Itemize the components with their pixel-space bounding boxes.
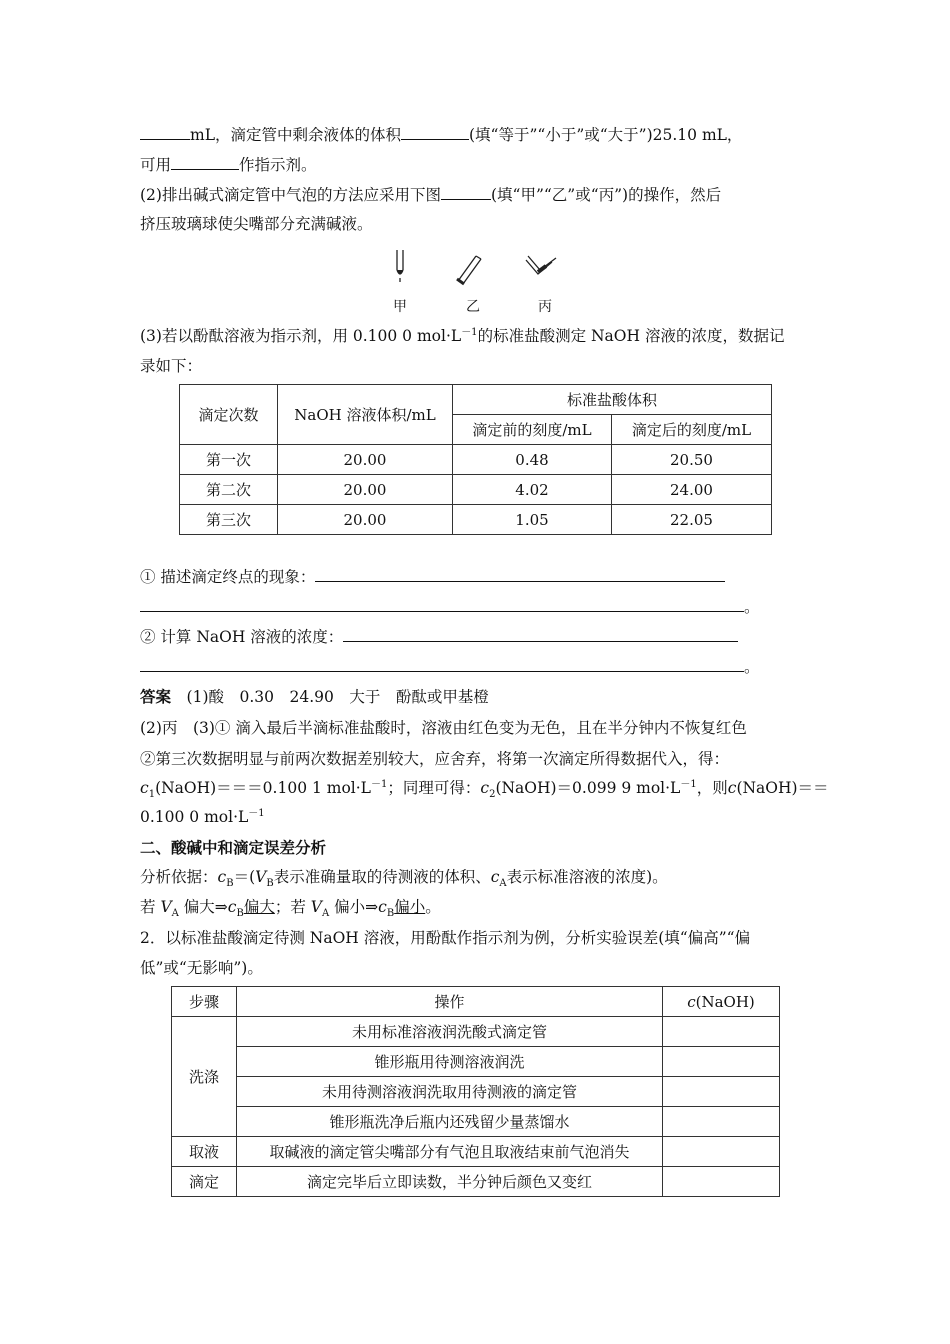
header-step: 步骤 bbox=[172, 987, 237, 1017]
figure-label-jia: 甲 bbox=[393, 299, 407, 315]
sub-question-2: ② 计算 NaOH 溶液的浓度： bbox=[140, 625, 738, 648]
table-row: 洗涤 未用标准溶液润洗酸式滴定管 bbox=[172, 1017, 780, 1047]
titration-data-table bbox=[179, 384, 772, 535]
table-row: 滴定 滴定完毕后立即读数，半分钟后颜色又变红 bbox=[172, 1167, 780, 1197]
header-operation: 操作 bbox=[237, 987, 663, 1017]
table-row: 取液 取碱液的滴定管尖嘴部分有气泡且取液结束前气泡消失 bbox=[172, 1137, 780, 1167]
step-take: 取液 bbox=[172, 1137, 237, 1167]
question-2-line2: 低”或“无影响”)。 bbox=[140, 959, 263, 977]
answer-cell[interactable] bbox=[663, 1047, 780, 1077]
answer-blank bbox=[343, 625, 738, 642]
answer-blank bbox=[140, 595, 744, 612]
q1-line1: mL，滴定管中剩余液体的体积 (填“等于”“小于”或“大于”)25.10 mL， bbox=[140, 123, 742, 146]
q2-line1: (2)排出碱式滴定管中气泡的方法应采用下图 (填“甲”“乙”或“丙”)的操作，然后 bbox=[140, 183, 721, 206]
answer-blank bbox=[315, 565, 725, 582]
sub-question-1: ① 描述滴定终点的现象： bbox=[140, 565, 725, 588]
answer-cell[interactable] bbox=[663, 1107, 780, 1137]
table-row: 锥形瓶用待测溶液润洗 bbox=[172, 1047, 780, 1077]
answer-line-1: 答案 (1)酸 0.30 24.90 大于 酚酞或甲基橙 bbox=[140, 688, 489, 706]
answer-blank bbox=[401, 123, 469, 140]
header-times: 滴定次数 bbox=[180, 385, 278, 445]
answer-blank bbox=[171, 153, 239, 170]
header-c-naoh: c(NaOH) bbox=[663, 987, 780, 1017]
answer-blank bbox=[441, 183, 491, 200]
burette-figure bbox=[380, 248, 570, 300]
q2-line2: 挤压玻璃球使尖嘴部分充满碱液。 bbox=[140, 215, 373, 233]
header-hcl-volume: 标准盐酸体积 bbox=[453, 385, 772, 415]
figure-label-yi: 乙 bbox=[466, 299, 480, 315]
answer-line-3: ②第三次数据明显与前两次数据差别较大，应舍弃，将第一次滴定所得数据代入，得： bbox=[140, 750, 730, 768]
step-titrate: 滴定 bbox=[172, 1167, 237, 1197]
answer-label: 答案 bbox=[140, 688, 172, 706]
answer-cell[interactable] bbox=[663, 1137, 780, 1167]
figure-label-bing: 丙 bbox=[538, 299, 552, 315]
answer-cell[interactable] bbox=[663, 1167, 780, 1197]
answer-line-4: $c_1(NaOH)===0.100$ 1 $mol\cdot L^{-1}$；同理可得：$c_2(NaOH)=0.099$ 9 $mol\cdot L^{-1}$，则c(NaOH)＝＝ bbox=[140, 778, 829, 801]
table-row: 第三次 20.00 1.05 22.05 bbox=[180, 505, 772, 535]
answer-line-2: (2)丙 (3)① 滴入最后半滴标准盐酸时，溶液由红色变为无色，且在半分钟内不恢复红色 bbox=[140, 719, 747, 737]
answer-cell[interactable] bbox=[663, 1077, 780, 1107]
analysis-rule: 若 $V_A$ 偏大$\Rightarrow c_B$偏大；若 $V_A$ 偏小$\Rightarrow c_B$偏小。 bbox=[140, 898, 441, 920]
section-title: 二、酸碱中和滴定误差分析 bbox=[140, 839, 327, 857]
burette-yi-icon bbox=[457, 256, 481, 284]
error-analysis-table bbox=[171, 986, 780, 1197]
burette-bing-icon bbox=[526, 256, 556, 274]
header-before: 滴定前的刻度/mL bbox=[453, 415, 612, 445]
answer-blank bbox=[140, 123, 190, 140]
table-row: 锥形瓶洗净后瓶内还残留少量蒸馏水 bbox=[172, 1107, 780, 1137]
table-row: 第二次 20.00 4.02 24.00 bbox=[180, 475, 772, 505]
table-row: 未用待测溶液润洗取用待测液的滴定管 bbox=[172, 1077, 780, 1107]
question-2-line1: 2．以标准盐酸滴定待测 NaOH 溶液，用酚酞作指示剂为例，分析实验误差(填“偏高”“偏 bbox=[140, 929, 751, 947]
sub-question-2-cont: 。 bbox=[140, 655, 760, 678]
sub-question-1-cont: 。 bbox=[140, 595, 760, 618]
analysis-basis: 分析依据：$c_B=(V_B$表示准确量取的待测液的体积、$c_A$表示标准溶液的浓度)。 bbox=[140, 868, 668, 890]
header-naoh-volume: NaOH 溶液体积/mL bbox=[278, 385, 453, 445]
step-wash: 洗涤 bbox=[172, 1017, 237, 1137]
table-row: 第一次 20.00 0.48 20.50 bbox=[180, 445, 772, 475]
q1-line2: 可用 作指示剂。 bbox=[140, 153, 317, 176]
header-after: 滴定后的刻度/mL bbox=[612, 415, 772, 445]
answer-blank bbox=[140, 655, 744, 672]
answer-line-5: 0.100 0 $mol\cdot L^{-1}$ bbox=[140, 807, 265, 826]
answer-cell[interactable] bbox=[663, 1017, 780, 1047]
burette-jia-icon bbox=[397, 250, 403, 282]
q3-line2: 录如下： bbox=[140, 357, 203, 375]
q3-line1: (3)若以酚酞溶液为指示剂，用 0.100 0 $mol\cdot L^{-1}$的标准盐酸测定 NaOH 溶液的浓度，数据记 bbox=[140, 326, 785, 345]
